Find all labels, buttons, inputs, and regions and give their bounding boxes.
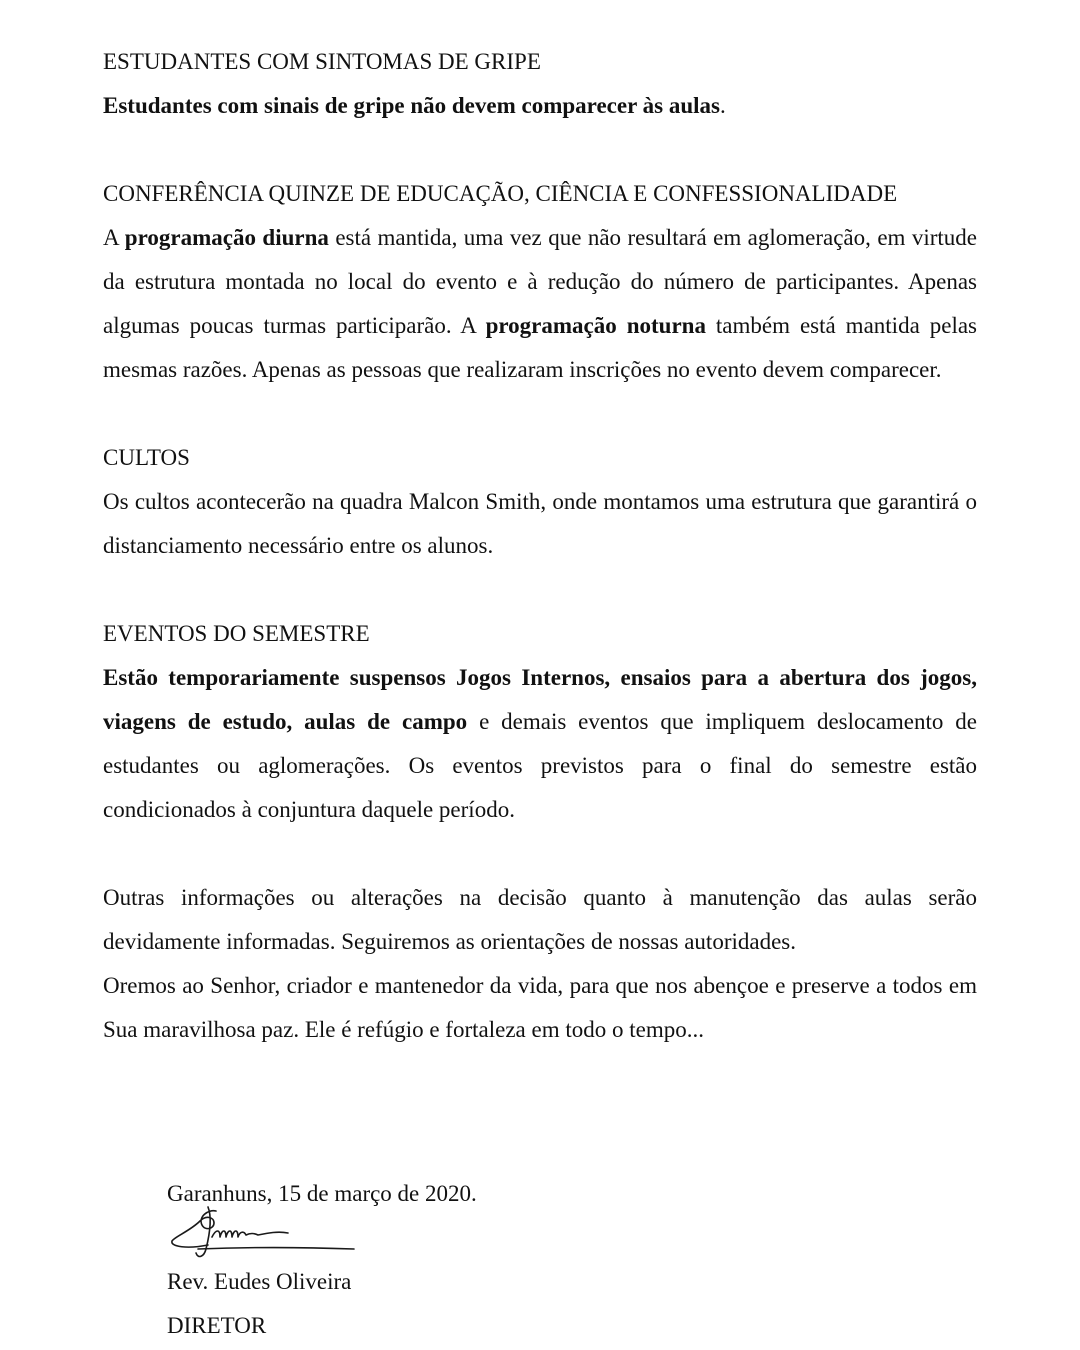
- section-title-conferencia: CONFERÊNCIA QUINZE DE EDUCAÇÃO, CIÊNCIA E CONFESSIONALIDADE: [103, 181, 898, 206]
- spacer: [103, 568, 977, 612]
- bold-text-gripe: Estudantes com sinais de gripe não devem comparecer às aulas: [103, 93, 720, 118]
- text-conferencia-a: A: [103, 225, 125, 250]
- section-title-eventos: EVENTOS DO SEMESTRE: [103, 621, 370, 646]
- text-eventos-rest: e demais eventos que impliquem deslocamento de estudantes ou aglomerações. Os eventos previstos para o final do semestre estão condicionados à conjuntura daquele período.: [103, 709, 977, 822]
- bold-programacao-noturna: programação noturna: [485, 313, 706, 338]
- paragraph-gripe: [103, 84, 977, 128]
- paragraph-eventos: [103, 656, 977, 832]
- paragraph-conferencia: [103, 216, 977, 392]
- handwritten-signature: [168, 1203, 358, 1263]
- bold-text-eventos: Estão temporariamente suspensos Jogos Internos, ensaios para a abertura dos jogos, viagens de estudo, aulas de campo: [103, 665, 977, 734]
- place-date: Garanhuns, 15 de março de 2020.: [167, 1181, 477, 1206]
- paragraph-outras-informacoes: Outras informações ou alterações na decisão quanto à manutenção das aulas serão devidamente informadas. Seguiremos as orientações de nossas autoridades.: [103, 885, 977, 954]
- section-title-cultos: CULTOS: [103, 445, 190, 470]
- text-conferencia-b: está mantida, uma vez que não resultará em aglomeração, em virtude da estrutura montada no local do evento e à redução do número de participantes. Apenas algumas poucas turmas participarão. A: [103, 225, 978, 338]
- signer-role: DIRETOR: [167, 1313, 267, 1338]
- paragraph-cultos: Os cultos acontecerão na quadra Malcon Smith, onde montamos uma estrutura que garantirá o distanciamento necessário entre os alunos.: [103, 489, 977, 558]
- spacer: [103, 392, 977, 436]
- signer-name: Rev. Eudes Oliveira: [167, 1269, 352, 1294]
- bold-programacao-diurna: programação diurna: [124, 225, 329, 250]
- paragraph-oremos: Oremos ao Senhor, criador e mantenedor da vida, para que nos abençoe e preserve a todos em Sua maravilhosa paz. Ele é refúgio e fortaleza em todo o tempo...: [103, 973, 977, 1042]
- text-gripe-end: .: [719, 93, 726, 118]
- section-title-gripe: ESTUDANTES COM SINTOMAS DE GRIPE: [103, 49, 541, 74]
- text-conferencia-c: também está mantida pelas mesmas razões. Apenas as pessoas que realizaram inscrições no evento devem comparecer.: [103, 313, 977, 382]
- spacer: [103, 832, 977, 876]
- document-body: [103, 40, 977, 1052]
- spacer: [103, 128, 977, 172]
